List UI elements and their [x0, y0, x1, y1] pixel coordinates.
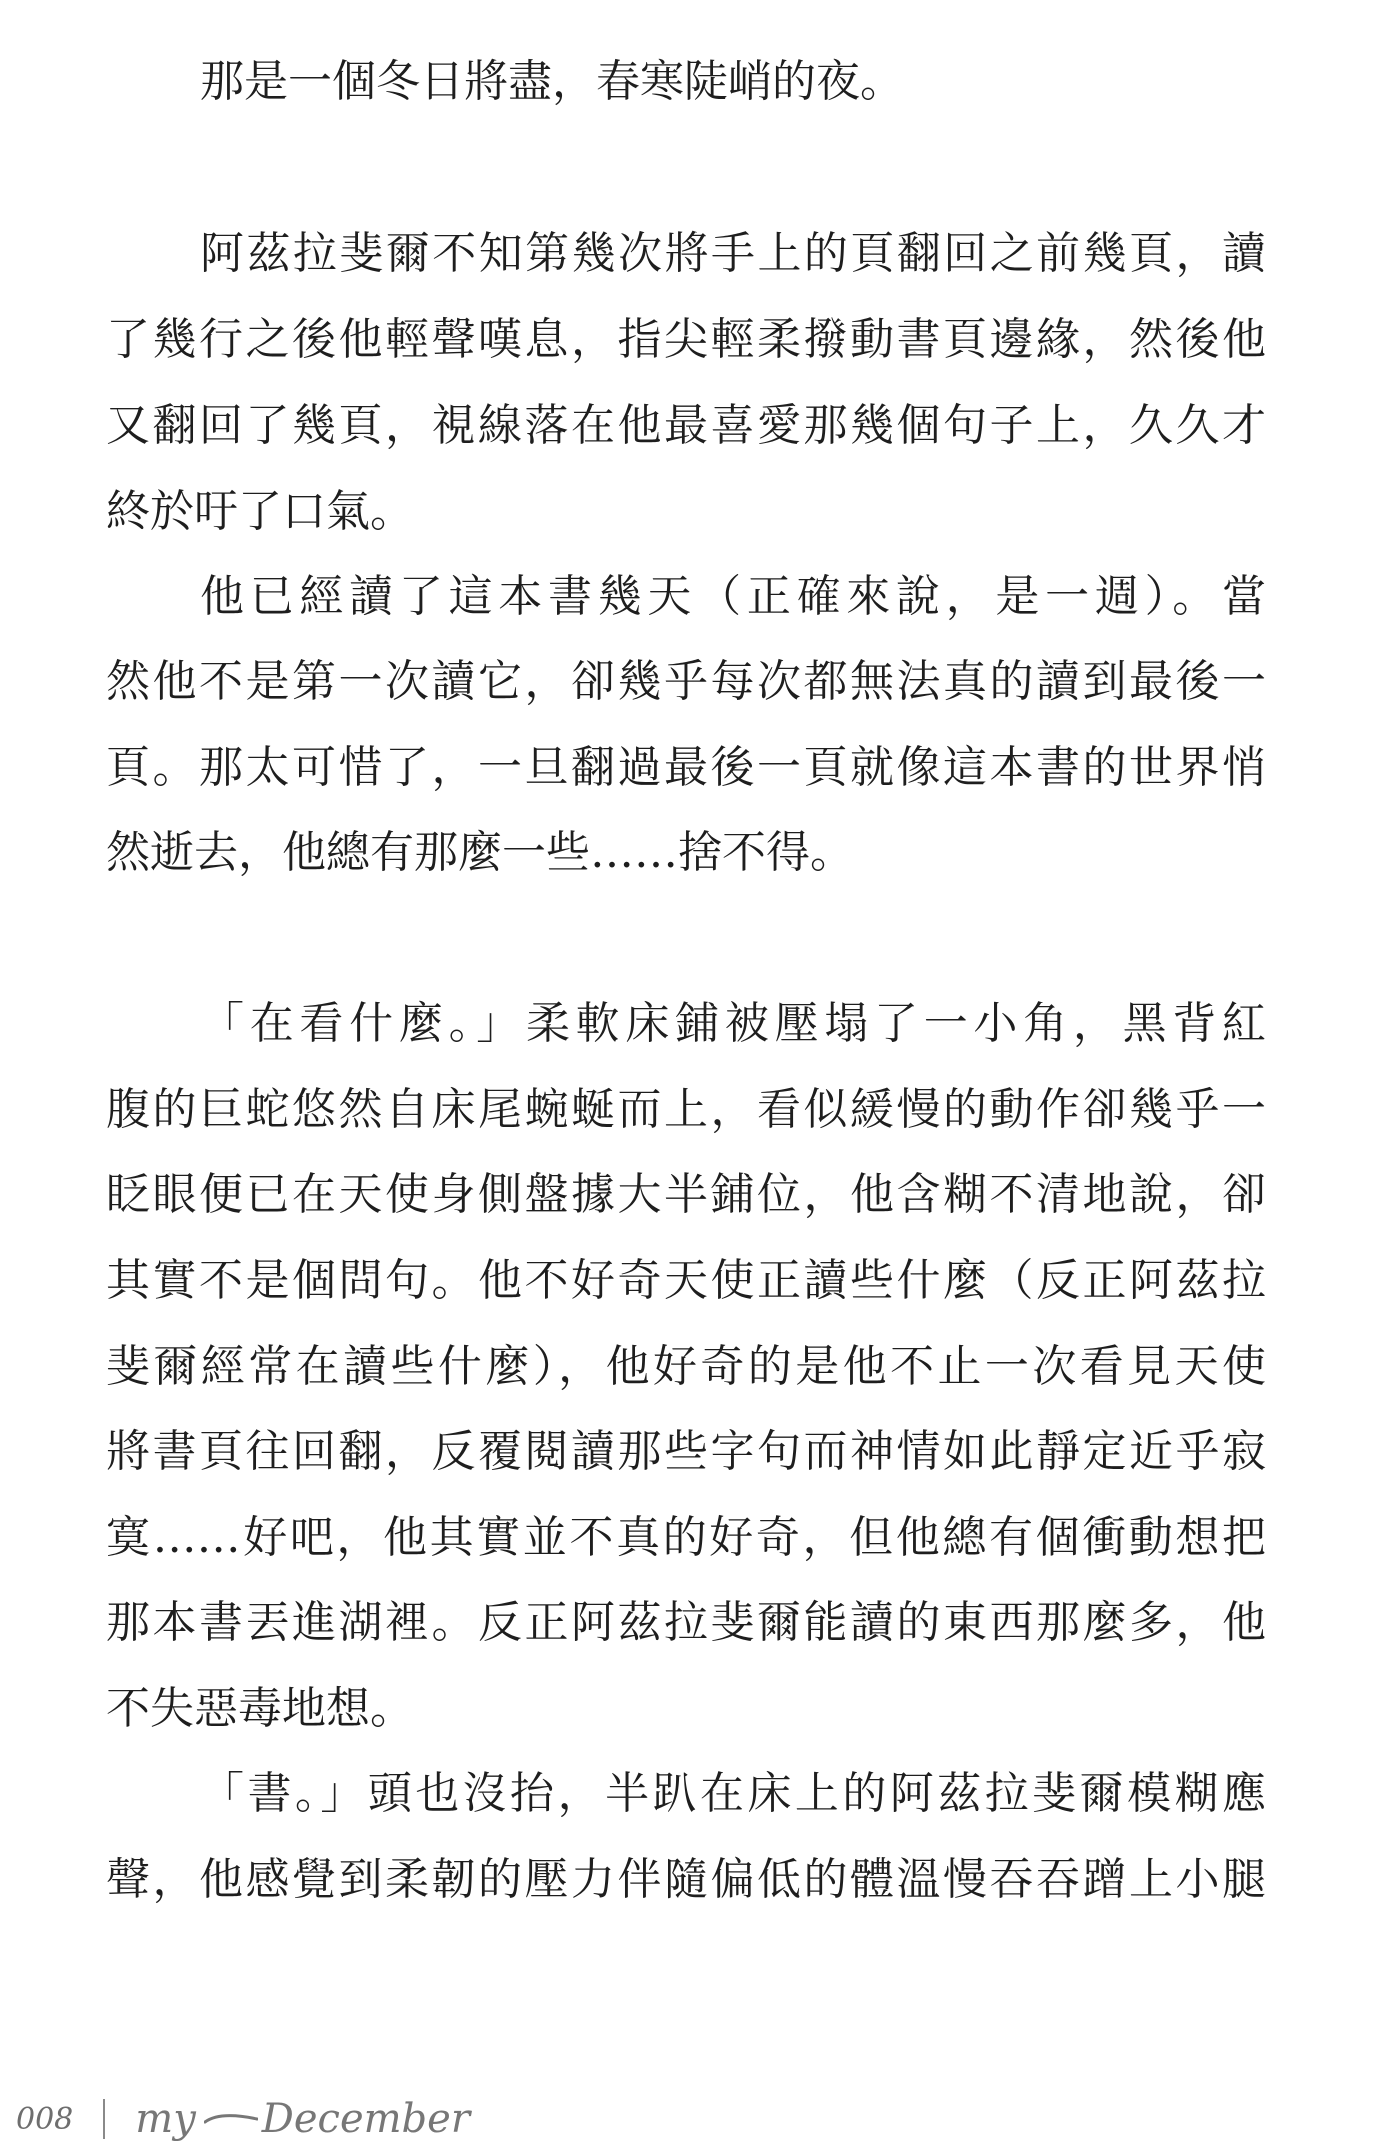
text-line: 眨眼便已在天使身側盤據大半鋪位，他含糊不清地說，卻 — [106, 1169, 1266, 1220]
text-line: 那是一個冬日將盡，春寒陡峭的夜。 — [200, 56, 904, 107]
text-line: 聲，他感覺到柔韌的壓力伴隨偏低的體溫慢吞吞蹭上小腿 — [106, 1854, 1266, 1905]
text-line: 然他不是第一次讀它，卻幾乎每次都無法真的讀到最後一 — [106, 656, 1266, 707]
text-line: 然逝去，他總有那麼一些……捨不得。 — [106, 827, 854, 878]
text-line: 寞……好吧，他其實並不真的好奇，但他總有個衝動想把 — [106, 1512, 1266, 1563]
text-line: 「在看什麼。」柔軟床鋪被壓塌了一小角，黑背紅 — [200, 998, 1266, 1049]
text-line: 腹的巨蛇悠然自床尾蜿蜒而上，看似緩慢的動作卻幾乎一 — [106, 1084, 1266, 1135]
text-line: 那本書丟進湖裡。反正阿茲拉斐爾能讀的東西那麼多，他 — [106, 1597, 1266, 1648]
text-line: 終於吁了口氣。 — [106, 486, 414, 537]
text-line: 斐爾經常在讀些什麼），他好奇的是他不止一次看見天使 — [106, 1341, 1266, 1392]
text-line: 他已經讀了這本書幾天（正確來說，是一週）。當 — [200, 571, 1266, 622]
footer-divider — [103, 2099, 105, 2139]
book-title — [135, 2096, 470, 2142]
text-line: 不失惡毒地想。 — [106, 1683, 414, 1734]
book-title-part1: my — [135, 2096, 196, 2142]
swash-flourish-icon — [204, 2113, 258, 2125]
text-line: 將書頁往回翻，反覆閱讀那些字句而神情如此靜定近乎寂 — [106, 1426, 1266, 1477]
book-title-part2: December — [261, 2096, 470, 2142]
text-line: 「書。」頭也沒抬，半趴在床上的阿茲拉斐爾模糊應 — [200, 1768, 1266, 1819]
text-line: 了幾行之後他輕聲嘆息，指尖輕柔撥動書頁邊緣，然後他 — [106, 314, 1266, 365]
text-line: 頁。那太可惜了，一旦翻過最後一頁就像這本書的世界悄 — [106, 742, 1266, 793]
text-line: 其實不是個問句。他不好奇天使正讀些什麼（反正阿茲拉 — [106, 1255, 1266, 1306]
page-footer — [16, 2094, 470, 2144]
text-line: 又翻回了幾頁，視線落在他最喜愛那幾個句子上，久久才 — [106, 400, 1266, 451]
page-number: 008 — [16, 2101, 74, 2137]
text-line: 阿茲拉斐爾不知第幾次將手上的頁翻回之前幾頁，讀 — [200, 228, 1266, 279]
